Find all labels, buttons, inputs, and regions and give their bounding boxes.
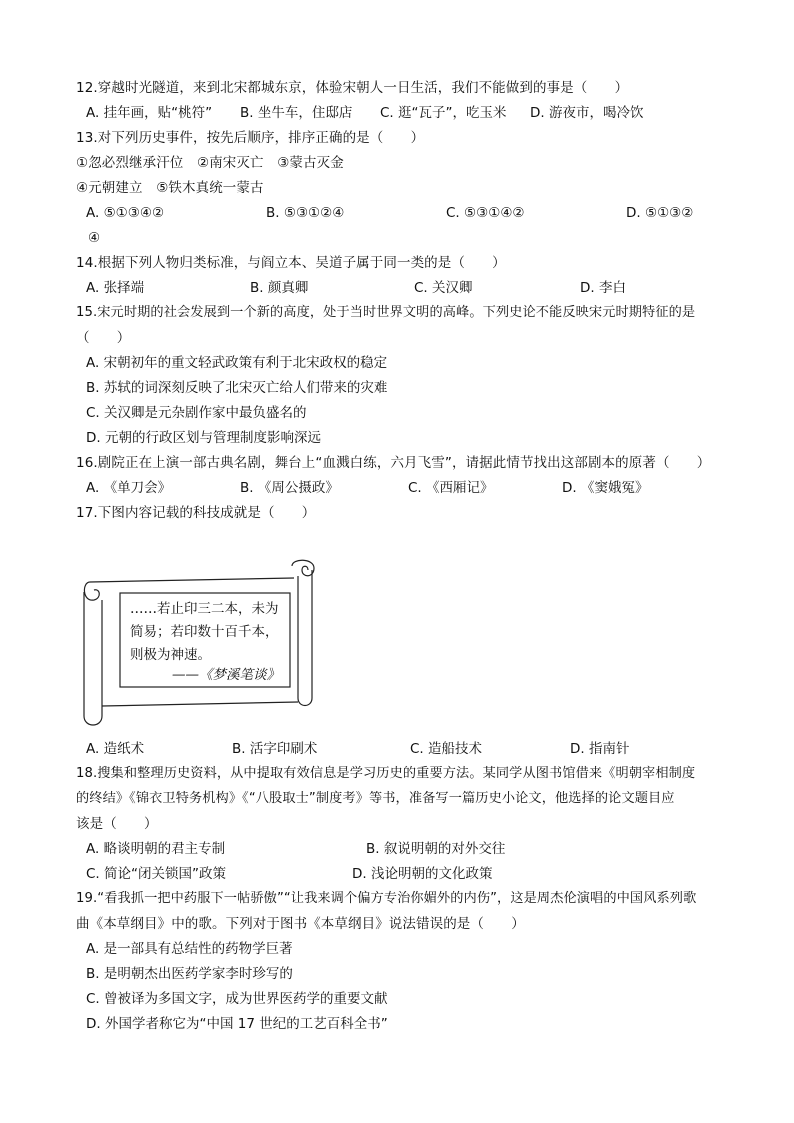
quote-line-2: 简易；若印数十百千本， bbox=[130, 624, 279, 640]
question-18-option-d: D. 浅论明朝的文化政策 bbox=[352, 866, 493, 882]
question-18-option-b: B. 叙说明朝的对外交往 bbox=[366, 841, 506, 857]
question-17-option-c: C. 造船技术 bbox=[410, 741, 483, 757]
question-13-option-a: A. ⑤①③④② bbox=[86, 205, 165, 221]
question-19-option-d: D. 外国学者称它为“中国 17 世纪的工艺百科全书” bbox=[86, 1016, 388, 1032]
question-19-option-a: A. 是一部具有总结性的药物学巨著 bbox=[86, 941, 293, 957]
question-17-option-b: B. 活字印刷术 bbox=[232, 741, 318, 757]
question-13-events-line-1: ①忽必烈继承汗位 ②南宋灭亡 ③蒙古灭金 bbox=[76, 155, 344, 171]
quote-line-3: 则极为神速。 bbox=[130, 647, 211, 663]
question-18-stem-line-3: 该是（ ） bbox=[76, 816, 158, 832]
question-19-stem-line-1: 19.“看我抓一把中药服下一帖骄傲”“让我来调个偏方专治你媚外的内伤”，这是周杰伦演唱的中国风系列歌 bbox=[76, 891, 697, 906]
question-16-stem: 16.剧院正在上演一部古典名剧，舞台上“血溅白练，六月飞雪”，请据此情节找出这部剧本的原著（ ） bbox=[76, 455, 711, 471]
question-19-stem-line-2: 曲《本草纲目》中的歌。下列对于图书《本草纲目》说法错误的是（ ） bbox=[76, 916, 525, 932]
question-15-option-d: D. 元朝的行政区划与管理制度影响深远 bbox=[86, 430, 321, 446]
question-15-option-a: A. 宋朝初年的重文轻武政策有利于北宋政权的稳定 bbox=[86, 355, 388, 371]
question-19-option-b: B. 是明朝杰出医药学家李时珍写的 bbox=[86, 966, 293, 982]
quote-line-1: ……若止印三二本，未为 bbox=[130, 601, 279, 617]
question-13-option-d: D. ⑤①③② bbox=[626, 205, 694, 221]
question-12-stem: 12.穿越时光隧道，来到北宋都城东京，体验宋朝人一日生活，我们不能做到的事是（ ） bbox=[76, 80, 629, 96]
question-13-stem: 13.对下列历史事件，按先后顺序，排序正确的是（ ） bbox=[76, 130, 425, 146]
question-12-option-c: C. 逛“瓦子”，吃玉米 bbox=[380, 105, 507, 121]
question-18-stem-line-1: 18.搜集和整理历史资料，从中提取有效信息是学习历史的重要方法。某同学从图书馆借来《明朝宰相制度 bbox=[76, 766, 696, 781]
question-18-option-c: C. 简论“闭关锁国”政策 bbox=[86, 866, 226, 882]
question-14-option-b: B. 颜真卿 bbox=[250, 280, 309, 296]
question-17-option-d: D. 指南针 bbox=[570, 741, 630, 757]
question-13-option-c: C. ⑤③①④② bbox=[446, 205, 525, 221]
question-12-option-a: A. 挂年画，贴“桃符” bbox=[86, 105, 213, 121]
question-12-option-b: B. 坐牛车，住邸店 bbox=[240, 105, 353, 121]
question-15-stem: 15.宋元时期的社会发展到一个新的高度，处于当时世界文明的高峰。下列史论不能反映宋元时期特征的是 bbox=[76, 305, 696, 320]
question-14-stem: 14.根据下列人物归类标准，与阎立本、吴道子属于同一类的是（ ） bbox=[76, 255, 506, 271]
question-13-events-line-2: ④元朝建立 ⑤铁木真统一蒙古 bbox=[76, 180, 264, 196]
question-16-option-a: A. 《单刀会》 bbox=[86, 480, 172, 496]
question-15-stem-wrap: （ ） bbox=[76, 330, 131, 346]
question-14-option-d: D. 李白 bbox=[580, 280, 626, 296]
question-15-option-c: C. 关汉卿是元杂剧作家中最负盛名的 bbox=[86, 405, 307, 421]
question-18-stem-line-2: 的终结》《锦衣卫特务机构》《“八股取士”制度考》等书，准备写一篇历史小论文，他选择的论文题目应 bbox=[76, 791, 675, 806]
question-12-option-d: D. 游夜市，喝冷饮 bbox=[530, 105, 644, 121]
question-18-option-a: A. 略谈明朝的君主专制 bbox=[86, 841, 226, 857]
question-14-option-c: C. 关汉卿 bbox=[414, 280, 473, 296]
question-17-stem: 17.下图内容记载的科技成就是（ ） bbox=[76, 505, 316, 521]
question-19-option-c: C. 曾被译为多国文字，成为世界医药学的重要文献 bbox=[86, 991, 388, 1007]
question-13-option-d-wrap: ④ bbox=[88, 230, 101, 246]
quote-source: ——《梦溪笔谈》 bbox=[172, 667, 280, 683]
question-15-option-b: B. 苏轼的词深刻反映了北宋灭亡给人们带来的灾难 bbox=[86, 380, 388, 396]
scroll-illustration bbox=[80, 556, 320, 732]
question-13-option-b: B. ⑤③①②④ bbox=[266, 205, 345, 221]
question-16-option-d: D. 《窦娥冤》 bbox=[562, 480, 649, 496]
question-17-option-a: A. 造纸术 bbox=[86, 741, 145, 757]
question-14-option-a: A. 张择端 bbox=[86, 280, 145, 296]
question-16-option-b: B. 《周公摄政》 bbox=[240, 480, 339, 496]
question-16-option-c: C. 《西厢记》 bbox=[408, 480, 494, 496]
